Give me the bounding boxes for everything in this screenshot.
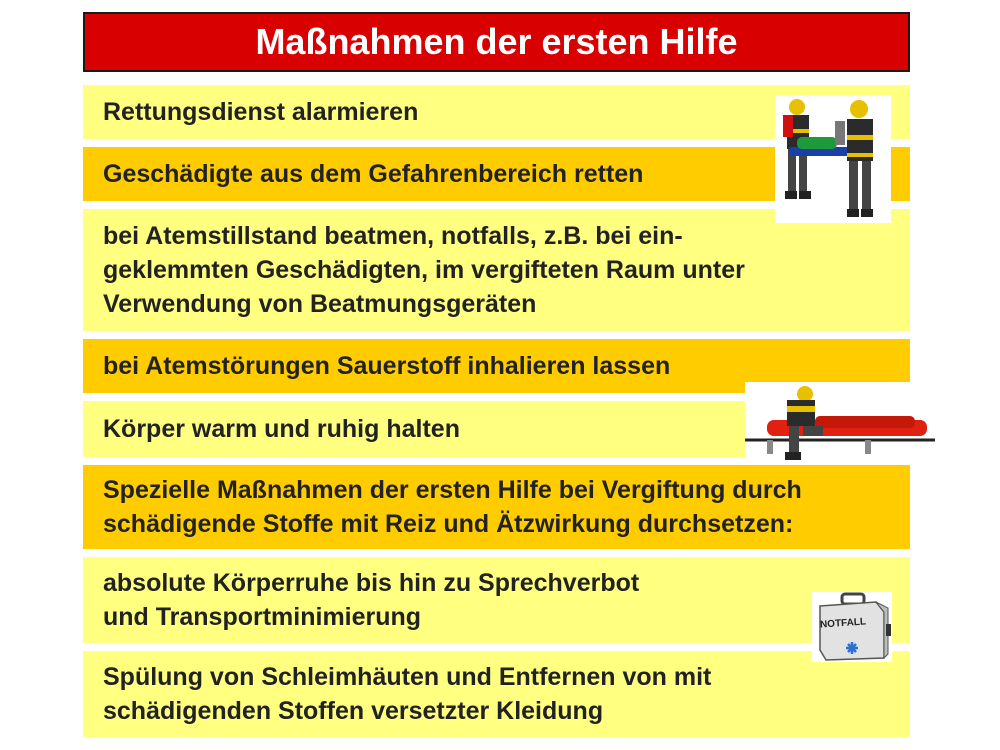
measure-row-2: Geschädigte aus dem Gefahrenbereich retten	[83, 147, 910, 201]
measure-row-5: Körper warm und ruhig halten	[83, 401, 910, 457]
first-aid-kit-illustration	[812, 592, 892, 662]
stretcher-illustration	[745, 382, 935, 464]
measure-row-1: Rettungsdienst alarmieren	[83, 85, 910, 139]
firefighters-rescue-illustration	[775, 95, 891, 223]
page-title: Maßnahmen der ersten Hilfe	[83, 12, 910, 72]
measure-row-4: bei Atemstörungen Sauerstoff inhalieren lassen	[83, 339, 910, 393]
measure-row-8: Spülung von Schleimhäuten und Entfernen von mit schädigenden Stoffen versetzter Kleidung	[83, 651, 910, 737]
measure-row-7: absolute Körperruhe bis hin zu Sprechverbot und Transportminimierung	[83, 557, 910, 643]
measure-row-6: Spezielle Maßnahmen der ersten Hilfe bei Vergiftung durch schädigende Stoffe mit Reiz und Ätzwirkung durchsetzen:	[83, 465, 910, 549]
measure-row-3: bei Atemstillstand beatmen, notfalls, z.B. bei ein- geklemmten Geschädigten, im vergifteten Raum unter Verwendung von Beatmungsgeräten	[83, 209, 910, 331]
kit-label: NOTFALL	[819, 616, 867, 631]
